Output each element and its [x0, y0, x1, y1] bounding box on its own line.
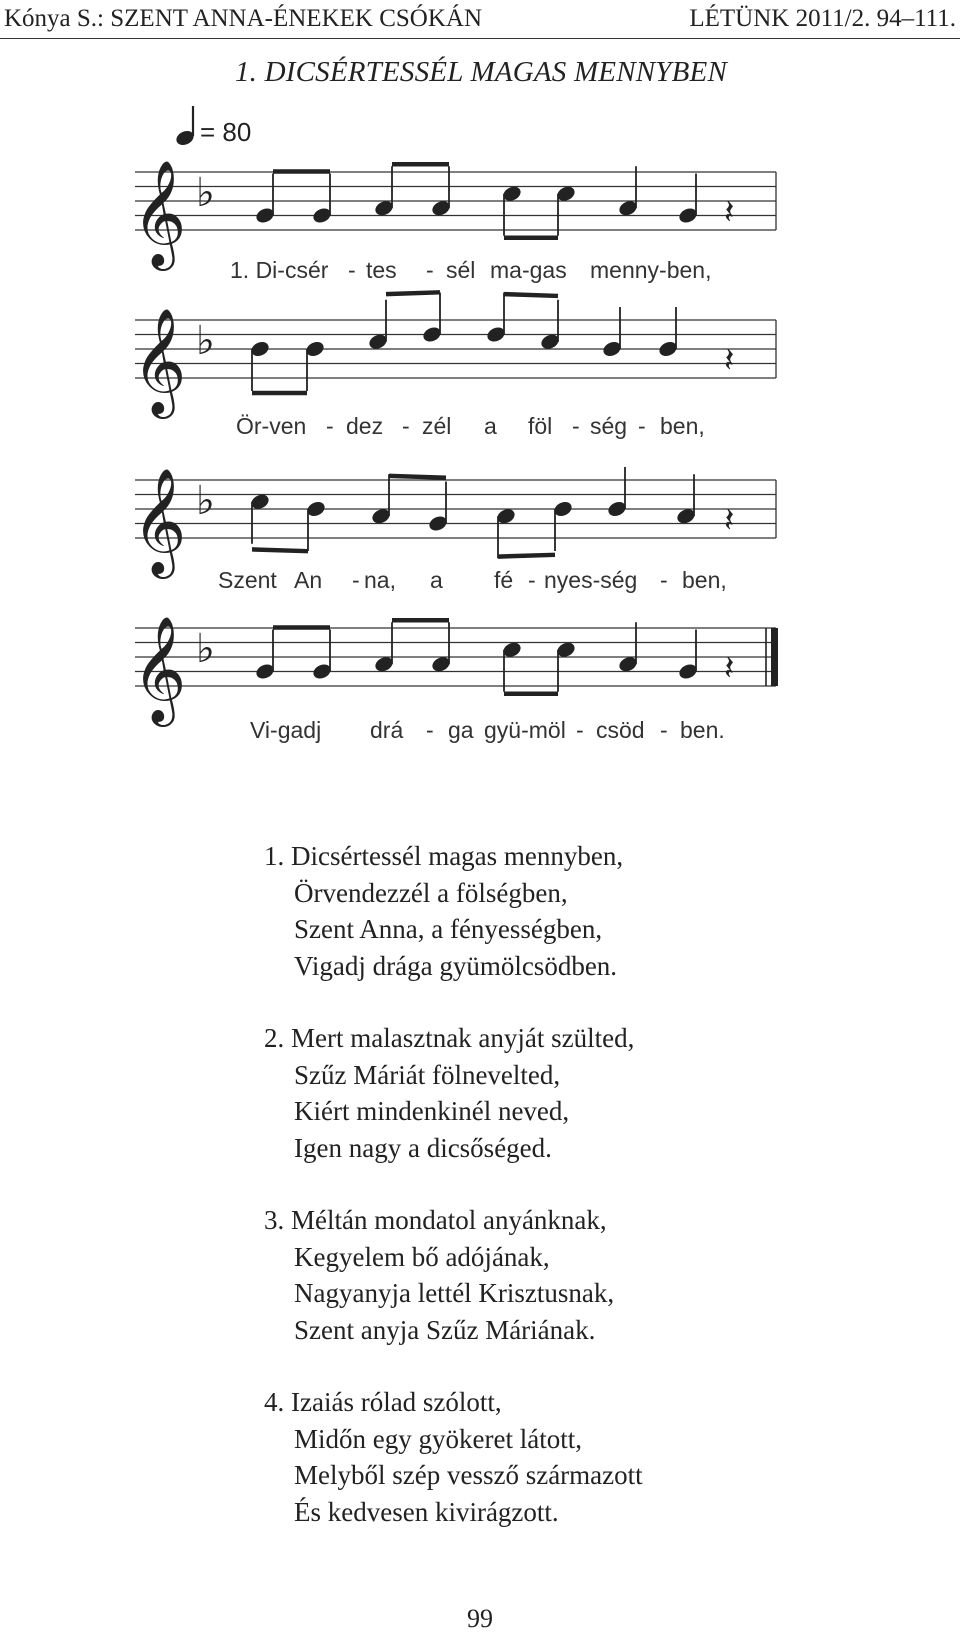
lyric-syllable: tes [366, 257, 397, 283]
note-beam [504, 294, 558, 296]
note-beam [386, 292, 440, 294]
lyric-syllable: - [660, 717, 668, 743]
note-beam [498, 555, 555, 557]
tempo-marking [174, 106, 251, 148]
verse-line [264, 1202, 924, 1239]
verse-line-text: Vigadj drága gyümölcsödben. [294, 950, 618, 981]
treble-clef-icon: 𝄞 [132, 467, 187, 574]
quarter-rest-icon: 𝄽 [724, 500, 735, 541]
lyric-syllable: Ör-ven [236, 413, 307, 439]
lyric-syllable: menny-ben, [590, 257, 712, 283]
verse-number: 2. [264, 1023, 291, 1053]
header-journal-reference: LÉTÜNK 2011/2. 94–111. [689, 5, 956, 32]
verse-line-text: Midőn egy gyökeret látott, [294, 1423, 582, 1454]
lyric-syllable: drá [370, 717, 404, 743]
verse-line-text: Mert malasztnak anyját szülted, [291, 1023, 635, 1053]
flat-key-signature-icon: ♭ [196, 170, 215, 216]
verse-line [264, 1275, 924, 1312]
lyric-syllable: - [402, 413, 410, 439]
lyric-syllable: - [426, 717, 434, 743]
verse-line-text: Szent Anna, a fényességben, [294, 914, 603, 944]
verse-number: 1. [264, 841, 291, 871]
verse-number: 4. [264, 1387, 291, 1417]
verse-line-text: Melyből szép vessző származott [294, 1460, 643, 1490]
lyric-syllable: - [352, 567, 360, 593]
verse-line [264, 838, 924, 875]
verse-line [264, 1384, 924, 1421]
lyric-syllable: - [528, 567, 536, 593]
song-title-text: 1. DICSÉRTESSÉL MAGAS MENNYBEN [234, 56, 728, 88]
music-system-2 [132, 292, 776, 439]
lyric-syllable: - [572, 413, 580, 439]
quarter-rest-icon: 𝄽 [724, 340, 735, 381]
verse-line-text: Izaiás rólad szólott, [291, 1387, 502, 1417]
lyric-syllable: na, [364, 567, 396, 593]
lyric-syllable: 1. Di-csér [230, 257, 329, 283]
verse-line [264, 1057, 924, 1094]
verse-1 [264, 838, 924, 984]
verse-line [264, 1239, 924, 1276]
treble-clef-icon: 𝄞 [132, 159, 187, 266]
lyric-syllable: - [348, 257, 356, 283]
music-system-4 [132, 615, 778, 743]
verse-line [264, 1494, 924, 1531]
verse-line [264, 1130, 924, 1167]
lyric-syllable: sél [446, 257, 476, 283]
verse-line [264, 1020, 924, 1057]
verse-4 [264, 1384, 924, 1530]
lyric-syllable: ség [590, 413, 628, 439]
flat-key-signature-icon: ♭ [196, 318, 215, 364]
verse-line-text: Dicsértessél magas mennyben, [291, 841, 624, 871]
lyric-syllable: ben, [660, 413, 705, 439]
verse-3 [264, 1202, 924, 1348]
lyric-syllable: a [430, 567, 443, 593]
lyric-syllable: ben, [682, 567, 727, 593]
lyric-syllable: föl [528, 413, 553, 439]
lyric-syllable: ben. [680, 717, 725, 743]
lyric-syllable: dez [346, 413, 384, 439]
flat-key-signature-icon: ♭ [196, 626, 215, 672]
lyric-syllable: ma-gas [490, 257, 567, 283]
sheet-music [0, 0, 960, 790]
verse-line-text: Nagyanyja lettél Krisztusnak, [294, 1278, 615, 1308]
verse-line-text: Szent anyja Szűz Máriának. [294, 1314, 596, 1345]
verse-line [264, 875, 924, 912]
verse-line-text: Kiért mindenkinél neved, [294, 1096, 570, 1126]
lyric-syllable: - [326, 413, 334, 439]
note-beam [389, 476, 446, 478]
lyric-syllable: Vi-gadj [250, 717, 322, 743]
verse-line-text: Örvendezzél a fölségben, [294, 877, 568, 908]
verses [264, 838, 924, 1566]
verse-line [264, 1093, 924, 1130]
note-beam [252, 549, 308, 551]
verse-line [264, 911, 924, 948]
verse-line-text: Igen nagy a dicsőséged. [294, 1132, 552, 1163]
verse-line-text: Kegyelem bő adójának, [294, 1241, 550, 1272]
page-number: 99 [467, 1604, 493, 1633]
verse-2 [264, 1020, 924, 1166]
verse-line [264, 1457, 924, 1494]
quarter-rest-icon: 𝄽 [724, 192, 735, 233]
verse-line [264, 948, 924, 985]
header-author-title: Kónya S.: SZENT ANNA-ÉNEKEK CSÓKÁN [4, 5, 483, 32]
treble-clef-icon: 𝄞 [132, 307, 187, 414]
flat-key-signature-icon: ♭ [196, 478, 215, 524]
lyric-syllable: ga [448, 717, 474, 743]
lyric-syllable: gyü-möl [484, 717, 566, 743]
lyric-syllable: - [576, 717, 584, 743]
verse-line-text: Szűz Máriát fölnevelted, [294, 1059, 561, 1090]
lyric-syllable: An [294, 567, 323, 593]
verse-number: 3. [264, 1205, 291, 1235]
quarter-rest-icon: 𝄽 [724, 648, 735, 689]
music-system-1 [132, 159, 776, 283]
lyric-syllable: zél [422, 413, 452, 439]
lyric-syllable: Szent [218, 567, 277, 593]
verse-line [264, 1312, 924, 1349]
final-barline [771, 628, 778, 686]
tempo-value: = 80 [200, 117, 252, 147]
treble-clef-icon: 𝄞 [132, 615, 187, 722]
lyric-syllable: nyes-ség [544, 567, 638, 593]
music-system-3 [132, 467, 776, 593]
lyric-syllable: - [660, 567, 668, 593]
lyric-syllable: fé [494, 567, 514, 593]
lyric-syllable: - [638, 413, 646, 439]
verse-line-text: Méltán mondatol anyánknak, [291, 1205, 607, 1235]
verse-line [264, 1421, 924, 1458]
lyric-syllable: a [484, 413, 497, 439]
lyric-syllable: - [426, 257, 434, 283]
verse-line-text: És kedvesen kivirágzott. [294, 1496, 559, 1527]
lyric-syllable: csöd [596, 717, 645, 743]
